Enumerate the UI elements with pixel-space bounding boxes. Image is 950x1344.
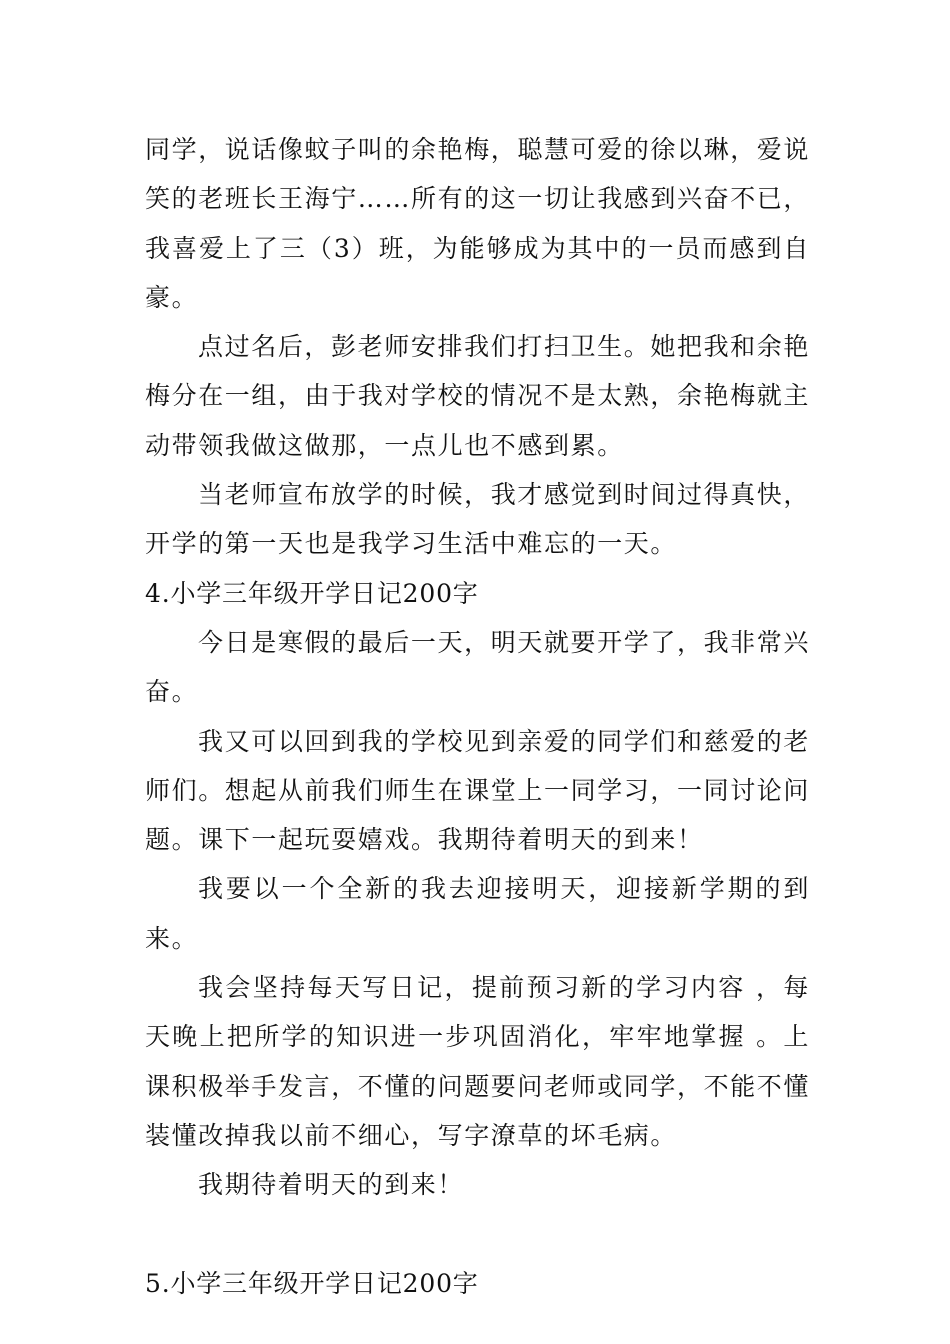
paragraph-classmates: 同学，说话像蚊子叫的余艳梅，聪慧可爱的徐以琳，爱说笑的老班长王海宁……所有的这一切让我感到兴奋不已，我喜爱上了三（3）班，为能够成为其中的一员而感到自豪。 [145,135,811,312]
paragraph-study-plan: 我会坚持每天写日记，提前预习新的学习内容 ，每天晚上把所学的知识进一步巩固消化，牢牢地掌握 。上课积极举手发言，不懂的问题要问老师或同学，不能不懂装懂改掉我以前不细心，写字潦草的坏毛病。 [145,973,811,1150]
paragraph-return-to-school: 我又可以回到我的学校见到亲爱的同学们和慈爱的老师们。想起从前我们师生在课堂上一同学习，一同讨论问题。课下一起玩耍嬉戏。我期待着明天的到来！ [145,726,811,855]
section-heading-4: 4.小学三年级开学日记200字 [145,578,479,608]
document-body [145,125,810,1308]
paragraph-new-semester: 我要以一个全新的我去迎接明天，迎接新学期的到来。 [145,874,810,953]
paragraph-cleaning: 点过名后，彭老师安排我们打扫卫生。她把我和余艳梅分在一组，由于我对学校的情况不是太熟，余艳梅就主动带领我做这做那，一点儿也不感到累。 [145,332,811,460]
paragraph-school-dismissal: 当老师宣布放学的时候，我才感觉到时间过得真快，开学的第一天也是我学习生活中难忘的一天。 [145,480,810,559]
blank-line [145,1210,810,1259]
section-heading-5: 5.小学三年级开学日记200字 [145,1268,479,1298]
paragraph-looking-forward: 我期待着明天的到来！ [198,1170,465,1200]
paragraph-last-day-of-break: 今日是寒假的最后一天，明天就要开学了，我非常兴奋。 [145,627,810,707]
